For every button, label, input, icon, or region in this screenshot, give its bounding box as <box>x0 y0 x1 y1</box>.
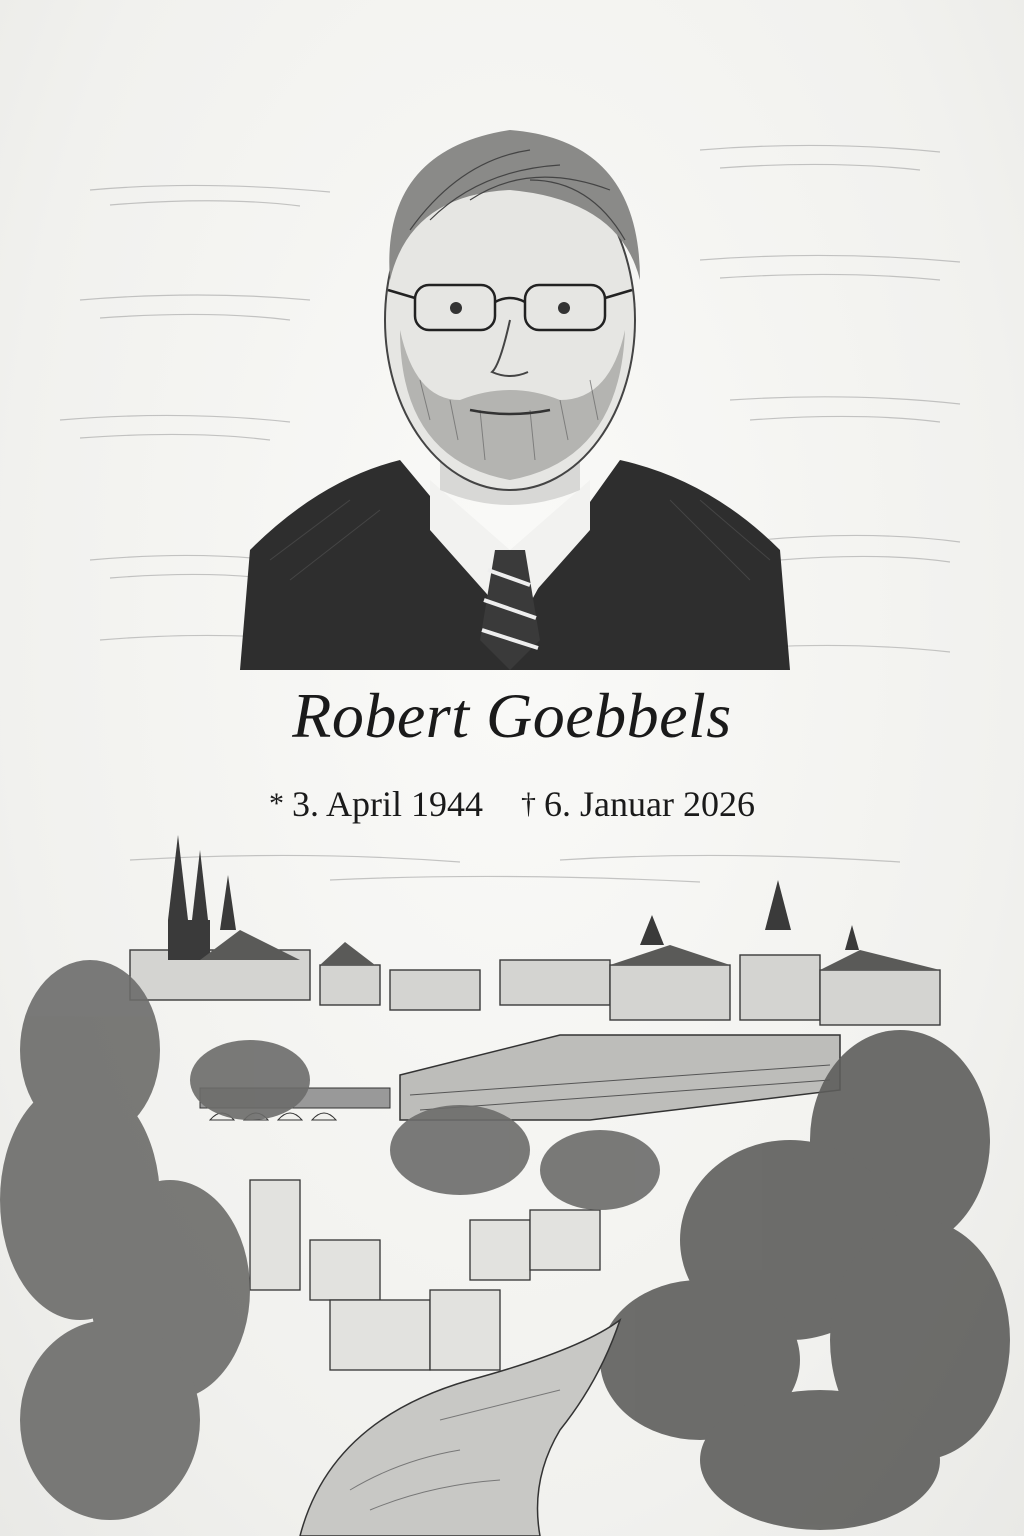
deceased-name: Robert Goebbels <box>292 680 732 751</box>
birth-date: 3. April 1944 <box>292 784 484 824</box>
city-landscape-sketch-icon <box>0 820 1024 1536</box>
birth-star-icon: * <box>269 787 284 820</box>
death-date: 6. Januar 2026 <box>544 784 755 824</box>
portrait-sketch-icon <box>230 80 800 670</box>
death-cross-icon: † <box>521 787 537 820</box>
